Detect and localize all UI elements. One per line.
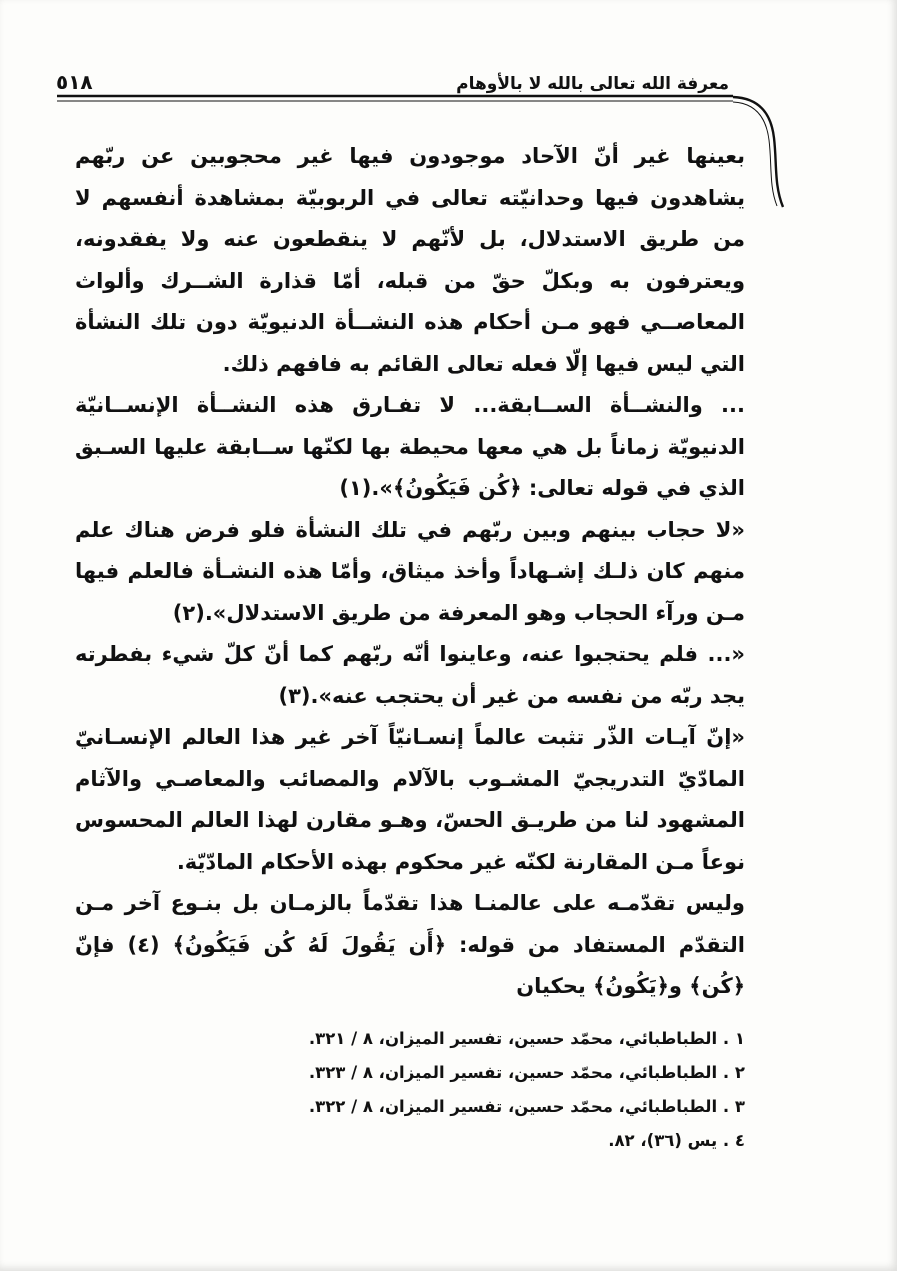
footnote: ٣ . الطباطبائي، محمّد حسين، تفسير الميزان، ٨ / ٣٢٢.	[308, 1097, 745, 1116]
paragraph: «إنّ آيـات الذّر تثبت عالماً إنسـانيّاً آخر غير هذا العالم الإنسـانيّ المادّيّ التدريجيّ المشـوب بالآلام والمصائب والمعاصـي والآثام المشهود لنا من طريـق الحسّ، وهـو مقارن لهذا العالم المحسوس نوعاً مـن المقارنة لكنّه غير محكوم بهذه الأحكام المادّيّة.	[75, 725, 745, 874]
page-number: ٥١٨	[56, 70, 93, 94]
footnote: ٤ . يس (٣٦)، ٨٢.	[608, 1131, 745, 1150]
paragraph: ... والنشــأة الســابقة... لا تفـارق هذه النشــأة الإنســانيّة الدنيويّة زماناً بل هي معها محيطة بها لكنّها ســابقة عليها السـبق الذي في قوله تعالى: ﴿كُن فَيَكُونُ﴾».(١)	[75, 393, 745, 500]
footnotes-block	[75, 1022, 745, 1158]
footnote: ٢ . الطباطبائي، محمّد حسين، تفسير الميزان، ٨ / ٣٢٣.	[308, 1063, 745, 1082]
paragraph: بعينها غير أنّ الآحاد موجودون فيها غير محجوبين عن ربّهم يشاهدون فيها وحدانيّته تعالى في الربوبيّة بمشاهدة أنفسهم لا من طريق الاستدلال، بل لأنّهم لا ينقطعون عنه ولا يفقدونه، ويعترفون به وبكلّ حقّ من قبله، أمّا قذارة الشــرك وألواث المعاصــي فهو مـن أحكام هذه النشــأة الدنيويّة دون تلك النشأة التي ليس فيها إلّا فعله تعالى القائم به فافهم ذلك.	[75, 144, 745, 376]
footnote: ١ . الطباطبائي، محمّد حسين، تفسير الميزان، ٨ / ٣٢١.	[308, 1029, 745, 1048]
paragraph: «... فلم يحتجبوا عنه، وعاينوا أنّه ربّهم كما أنّ كلّ شيء بفطرته يجد ربّه من نفسه من غير أن يحتجب عنه».(٣)	[75, 642, 745, 708]
paragraph: وليس تقدّمـه على عالمنـا هذا تقدّماً بالزمـان بل بنـوع آخر مـن التقدّم المستفاد من قوله: ﴿أَن يَقُولَ لَهُ كُن فَيَكُونُ﴾ (٤) فإنّ ﴿كُن﴾ و﴿يَكُونُ﴾ يحكيان	[75, 891, 745, 998]
paragraph: «لا حجاب بينهم وبين ربّهم في تلك النشأة فلو فرض هناك علم منهم كان ذلـك إشـهاداً وأخذ ميثاق، وأمّا هذه النشـأة فالعلم فيها مـن ورآء الحجاب وهو المعرفة من طريق الاستدلال».(٢)	[75, 517, 745, 625]
running-header-title: معرفة الله تعالى بالله لا بالأوهام	[456, 74, 729, 94]
body-text-block	[75, 136, 745, 1008]
